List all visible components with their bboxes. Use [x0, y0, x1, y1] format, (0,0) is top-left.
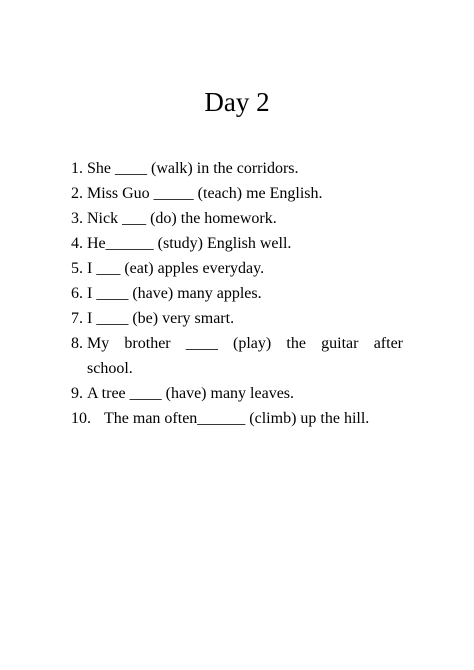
page-title: Day 2 [204, 87, 270, 117]
exercise-item-6 [71, 281, 403, 306]
exercise-number: 6. [71, 285, 83, 302]
exercise-item-2 [71, 181, 403, 206]
exercise-number: 2. [71, 185, 83, 202]
exercise-text: My brother ____ (play) the guitar after [87, 335, 403, 352]
exercise-text: He______ (study) English well. [87, 235, 292, 252]
exercise-text: Nick ___ (do) the homework. [87, 210, 277, 227]
exercise-text: A tree ____ (have) many leaves. [87, 385, 295, 402]
exercise-item-7 [71, 306, 403, 331]
exercise-continuation: school. [87, 360, 133, 377]
exercise-number: 7. [71, 310, 83, 327]
exercise-item-5 [71, 256, 403, 281]
exercise-text: I ____ (be) very smart. [87, 310, 235, 327]
exercise-item-4 [71, 231, 403, 256]
exercise-number: 10. [71, 410, 91, 427]
exercise-text: The man often______ (climb) up the hill. [104, 410, 370, 427]
exercise-item-3 [71, 206, 403, 231]
exercise-number: 1. [71, 160, 83, 177]
exercise-item-8 [71, 331, 403, 356]
exercise-number: 8. [71, 335, 83, 352]
exercise-list [71, 156, 403, 431]
exercise-number: 3. [71, 210, 83, 227]
exercise-text: She ____ (walk) in the corridors. [87, 160, 299, 177]
exercise-number: 4. [71, 235, 83, 252]
exercise-item-1 [71, 156, 403, 181]
exercise-text: I ____ (have) many apples. [87, 285, 262, 302]
exercise-text: Miss Guo _____ (teach) me English. [87, 185, 323, 202]
exercise-item-10 [71, 406, 403, 431]
exercise-text: I ___ (eat) apples everyday. [87, 260, 265, 277]
exercise-item-9 [71, 381, 403, 406]
exercise-number: 5. [71, 260, 83, 277]
exercise-number: 9. [71, 385, 83, 402]
